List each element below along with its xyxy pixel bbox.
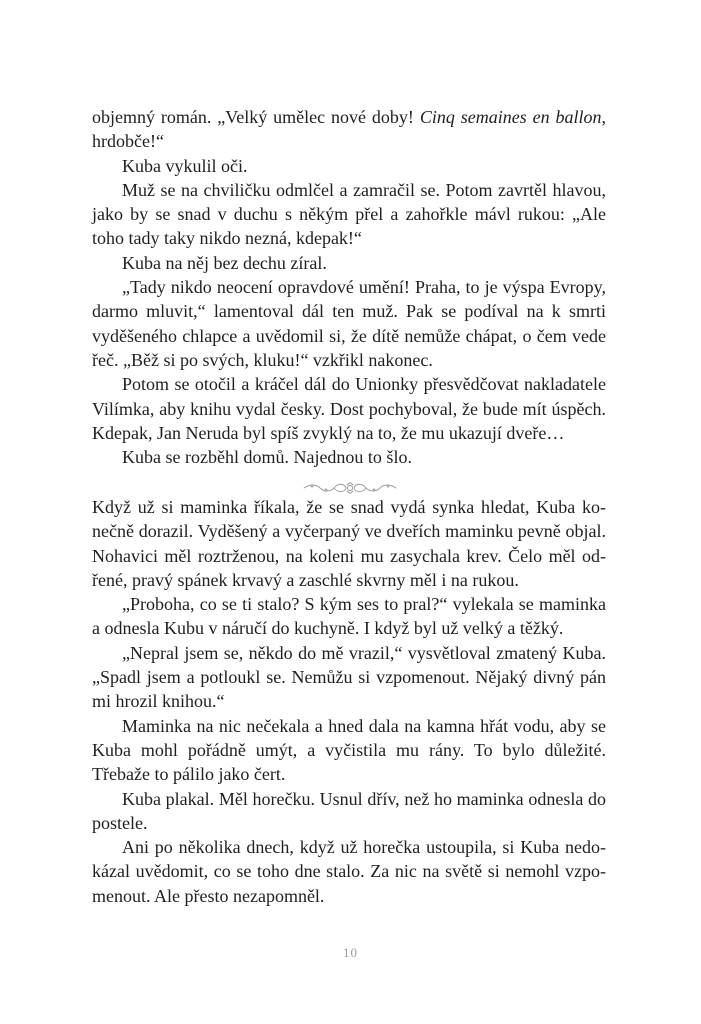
paragraph: Kuba plakal. Měl horečku. Usnul dřív, než ho maminka odnesla do postele. [92,788,606,833]
paragraph: „Tady nikdo neocení opravdové umění! Praha, to je výspa Evropy, darmo mluvit,“ lamentoval dál ten muž. Pak se podíval na k smrti vyděšeného chlapce a uvědomil si, že dítě nemůže chápat, o čem vede řeč. „Běž si po svých, kluku!“ vzkřikl nakonec. [92,277,606,370]
text-section-2 [92,495,606,908]
paragraph: Když už si maminka říkala, že se snad vydá synka hledat, Kuba konečně dorazil. Vyděšený a vyčerpaný ve dveřích maminku pevně objal. Nohavici měl roztrženou, na koleni mu zasychala krev. Čelo měl odřené, pravý spánek krvavý a zaschlé skvrny měl i na rukou. [92,497,606,590]
paragraph: Muž se na chviličku odmlčel a zamračil se. Potom zavrtěl hlavou, jako by se snad v duchu s někým přel a zahořkle mávl rukou: „Ale toho tady taky nikdo nezná, kdepak!“ [92,179,606,249]
paragraph: Kuba vykulil oči. [122,155,248,176]
scroll-ornament-icon [300,481,400,495]
paragraph [92,105,606,154]
text-section-1 [92,105,606,469]
paragraph: „Proboha, co se ti stalo? S kým ses to pral?“ vylekala se maminka a odnesla Kubu v náručí do kuchyně. I když byl už velký a těžký. [92,594,606,639]
paragraph: „Nepral jsem se, někdo do mě vrazil,“ vysvětloval zmatený Kuba. „Spadl jsem a potloukl se. Nemůžu si vzpomenout. Nějaký divný pán mi hrozil knihou.“ [92,642,606,712]
paragraph: Kuba na něj bez dechu zíral. [122,252,327,273]
paragraph: Maminka na nic nečekala a hned dala na kamna hřát vodu, aby se Kuba mohl pořádně umýt, a vyčistila mu rány. To bylo důležité. Třebaže to pálilo jako čert. [92,715,606,785]
paragraph-text: , hrdobče!“ [92,107,606,152]
paragraph: Ani po několika dnech, když už horečka ustoupila, si Kuba nedokázal uvědomit, co se toho dne stalo. Za nic na světě si nemohl vzpomenout. Ale přesto nezapomněl. [92,837,606,906]
paragraph: Kuba se rozběhl domů. Najednou to šlo. [122,447,412,468]
paragraph: Potom se otočil a kráčel dál do Unionky přesvědčovat nakladatele Vilímka, aby knihu vydal česky. Dost pochyboval, že bude mít úspěch. Kdepak, Jan Neruda byl spíš zvyklý na to, že mu ukazují dveře… [92,374,606,443]
page-number: 10 [343,945,358,960]
book-title-italic: Cinq semaines en ballon [419,107,602,127]
paragraph-text: objemný román. „Velký umělec nové doby! [92,107,420,127]
